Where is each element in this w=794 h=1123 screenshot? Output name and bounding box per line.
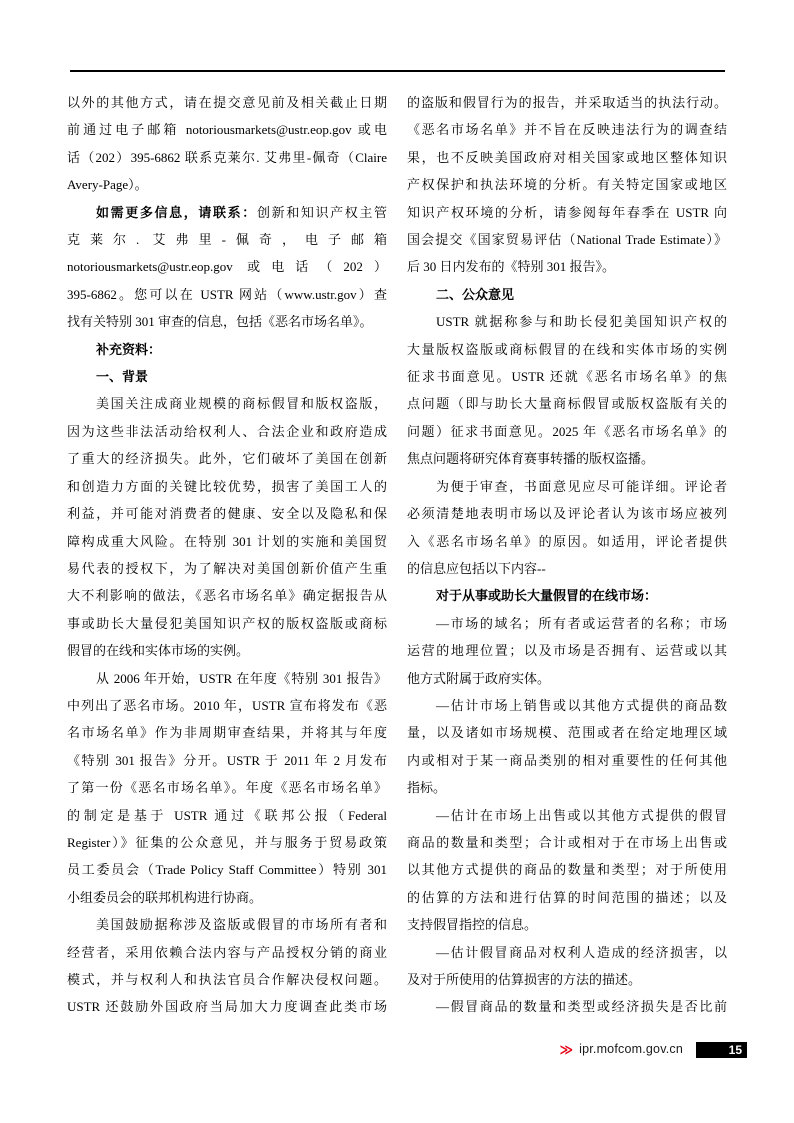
text-line: notoriousmarkets@ustr.eop.gov 或电话（202） bbox=[67, 259, 387, 275]
text-line: USTR 就据称参与和助长侵犯美国知识产权的 bbox=[436, 314, 727, 330]
text-column-left bbox=[67, 89, 387, 1021]
text-line: 美国关注成商业规模的商标假冒和版权盗版， bbox=[96, 396, 387, 412]
text-line: 产权保护和执法环境的分析。有关特定国家或地区 bbox=[407, 177, 727, 193]
text-line: 的制定是基于 USTR 通过《联邦公报（Federal bbox=[67, 807, 387, 823]
footer-site-url: ipr.mofcom.gov.cn bbox=[579, 1042, 683, 1056]
text-line: 以其他方式提供的商品的数量和类型；对于所使用 bbox=[407, 862, 727, 878]
text-line: 焦点问题将研究体育赛事转播的版权盗播。 bbox=[407, 451, 655, 467]
text-line: 为便于审查，书面意见应尽可能详细。评论者 bbox=[436, 478, 727, 494]
text-line: 和创造力方面的关键比较优势，损害了美国工人的 bbox=[67, 478, 387, 494]
page-number: 15 bbox=[728, 1042, 742, 1057]
text-line: 利益，并可能对消费者的健康、安全以及隐私和保 bbox=[67, 506, 387, 522]
text-line: 如需更多信息，请联系：创新和知识产权主管 bbox=[96, 204, 387, 220]
text-line: 问题）征求书面意见。2025 年《恶名市场名单》的 bbox=[407, 423, 727, 439]
page-number-badge bbox=[696, 1042, 747, 1058]
text-line: —估计假冒商品对权利人造成的经济损害，以 bbox=[436, 944, 727, 960]
text-line: 假冒的在线和实体市场的实例。 bbox=[67, 643, 250, 659]
text-line: 模式，并与权利人和执法官员合作解决侵权问题。 bbox=[67, 972, 387, 987]
text-line: Register）》征集的公众意见，并与服务于贸易政策 bbox=[67, 834, 387, 850]
text-line: 易代表的授权下，为了解决对美国创新价值产生重 bbox=[67, 560, 387, 576]
text-line: —估计在市场上出售或以其他方式提供的假冒 bbox=[436, 807, 727, 823]
double-chevron-icon: ≫ bbox=[559, 1042, 574, 1057]
text-line: 必须清楚地表明市场以及评论者认为该市场应被列 bbox=[407, 506, 727, 522]
text-line: 运营的地理位置；以及市场是否拥有、运营或以其 bbox=[407, 643, 727, 659]
text-line: 事或助长大量侵犯美国知识产权的版权盗版或商标 bbox=[67, 615, 387, 631]
text-line: 征求书面意见。USTR 还就《恶名市场名单》的焦 bbox=[407, 369, 727, 385]
text-line: 的盗版和假冒行为的报告，并采取适当的执法行动。 bbox=[407, 95, 727, 110]
text-line: 因为这些非法活动给权利人、合法企业和政府造成 bbox=[67, 423, 387, 439]
text-line-bold-segment: 如需更多信息，请联系： bbox=[96, 204, 257, 220]
text-line: 指标。 bbox=[407, 780, 447, 796]
text-line: —假冒商品的数量和类型或经济损失是否比前 bbox=[436, 999, 727, 1015]
text-line: 的信息应包括以下内容-- bbox=[407, 560, 546, 576]
text-line: 美国鼓励据称涉及盗版或假冒的市场所有者和 bbox=[96, 917, 387, 933]
text-line: 了重大的经济损失。此外，它们破坏了美国在创新 bbox=[67, 451, 387, 467]
text-line: 中列出了恶名市场。2010 年，USTR 宣布将发布《恶 bbox=[67, 697, 387, 713]
text-line: 点问题（即与助长大量商标假冒或版权盗版有关的 bbox=[407, 396, 727, 412]
text-line: 《恶名市场名单》并不旨在反映违法行为的调查结 bbox=[407, 122, 727, 138]
text-line: 名市场名单》作为非周期审查结果，并将其与年度 bbox=[67, 725, 387, 741]
text-line: 补充资料： bbox=[96, 341, 162, 357]
text-line: 员工委员会（Trade Policy Staff Committee）特别 301 bbox=[67, 862, 387, 878]
text-line: 大不利影响的做法，《恶名市场名单》确定据报告从 bbox=[67, 588, 387, 604]
text-line: 内或相对于某一商品类别的相对重要性的任何其他 bbox=[407, 752, 727, 768]
document-body bbox=[67, 89, 727, 1021]
text-line: 对于从事或助长大量假冒的在线市场： bbox=[436, 588, 658, 604]
text-line: 入《恶名市场名单》的原因。如适用，评论者提供 bbox=[407, 533, 727, 549]
text-line: 量，以及诸如市场规模、范围或者在给定地理区域 bbox=[407, 725, 727, 741]
text-line: 他方式附属于政府实体。 bbox=[407, 670, 551, 686]
text-line: 及对于所使用的估算损害的方法的描述。 bbox=[407, 972, 642, 987]
text-line: —市场的域名；所有者或运营者的名称；市场 bbox=[436, 615, 727, 631]
text-line: 果，也不反映美国政府对相关国家或地区整体知识 bbox=[407, 149, 727, 165]
text-line: 经营者，采用依赖合法内容与产品授权分销的商业 bbox=[67, 944, 387, 960]
text-line: 支持假冒指控的信息。 bbox=[407, 917, 538, 933]
text-line: 克莱尔. 艾弗里-佩奇，电子邮箱 bbox=[67, 232, 387, 248]
text-line: 知识产权环境的分析，请参阅每年春季在 USTR 向 bbox=[407, 204, 727, 220]
text-line: 前通过电子邮箱 notoriousmarkets@ustr.eop.gov 或电 bbox=[67, 122, 387, 138]
page-footer bbox=[559, 1041, 747, 1058]
text-line: 大量版权盗版或商标假冒的在线和实体市场的实例 bbox=[407, 341, 727, 357]
text-line: 商品的数量和类型；合计或相对于在市场上出售或 bbox=[407, 834, 727, 850]
text-line: 后 30 日内发布的《特别 301 报告》。 bbox=[407, 259, 616, 275]
text-line: 国会提交《国家贸易评估（National Trade Estimate）》 bbox=[407, 232, 727, 248]
text-line: —估计市场上销售或以其他方式提供的商品数 bbox=[436, 697, 727, 713]
text-line: 《特别 301 报告》分开。USTR 于 2011 年 2 月发布 bbox=[67, 752, 387, 768]
text-column-right bbox=[407, 89, 727, 1021]
text-line: 从 2006 年开始，USTR 在年度《特别 301 报告》 bbox=[96, 670, 387, 686]
text-line: 一、背景 bbox=[96, 369, 149, 385]
text-line: Avery-Page）。 bbox=[67, 177, 148, 193]
header-rule bbox=[70, 70, 725, 72]
text-line: USTR 还鼓励外国政府当局加大力度调查此类市场 bbox=[67, 999, 387, 1015]
text-line: 395-6862。您可以在 USTR 网站（www.ustr.gov）查 bbox=[67, 286, 387, 302]
text-line: 的估算的方法和进行估算的时间范围的描述；以及 bbox=[407, 889, 727, 905]
text-line: 以外的其他方式，请在提交意见前及相关截止日期 bbox=[67, 95, 387, 110]
text-line: 小组委员会的联邦机构进行协商。 bbox=[67, 889, 263, 905]
text-line: 障构成重大风险。在特别 301 计划的实施和美国贸 bbox=[67, 533, 387, 549]
text-line: 了第一份《恶名市场名单》。年度《恶名市场名单》 bbox=[67, 780, 387, 796]
text-line: 话（202）395-6862 联系克莱尔. 艾弗里-佩奇（Claire bbox=[67, 149, 387, 165]
text-line: 二、公众意见 bbox=[436, 286, 515, 302]
text-line: 找有关特别 301 审查的信息，包括《恶名市场名单》。 bbox=[67, 314, 373, 330]
